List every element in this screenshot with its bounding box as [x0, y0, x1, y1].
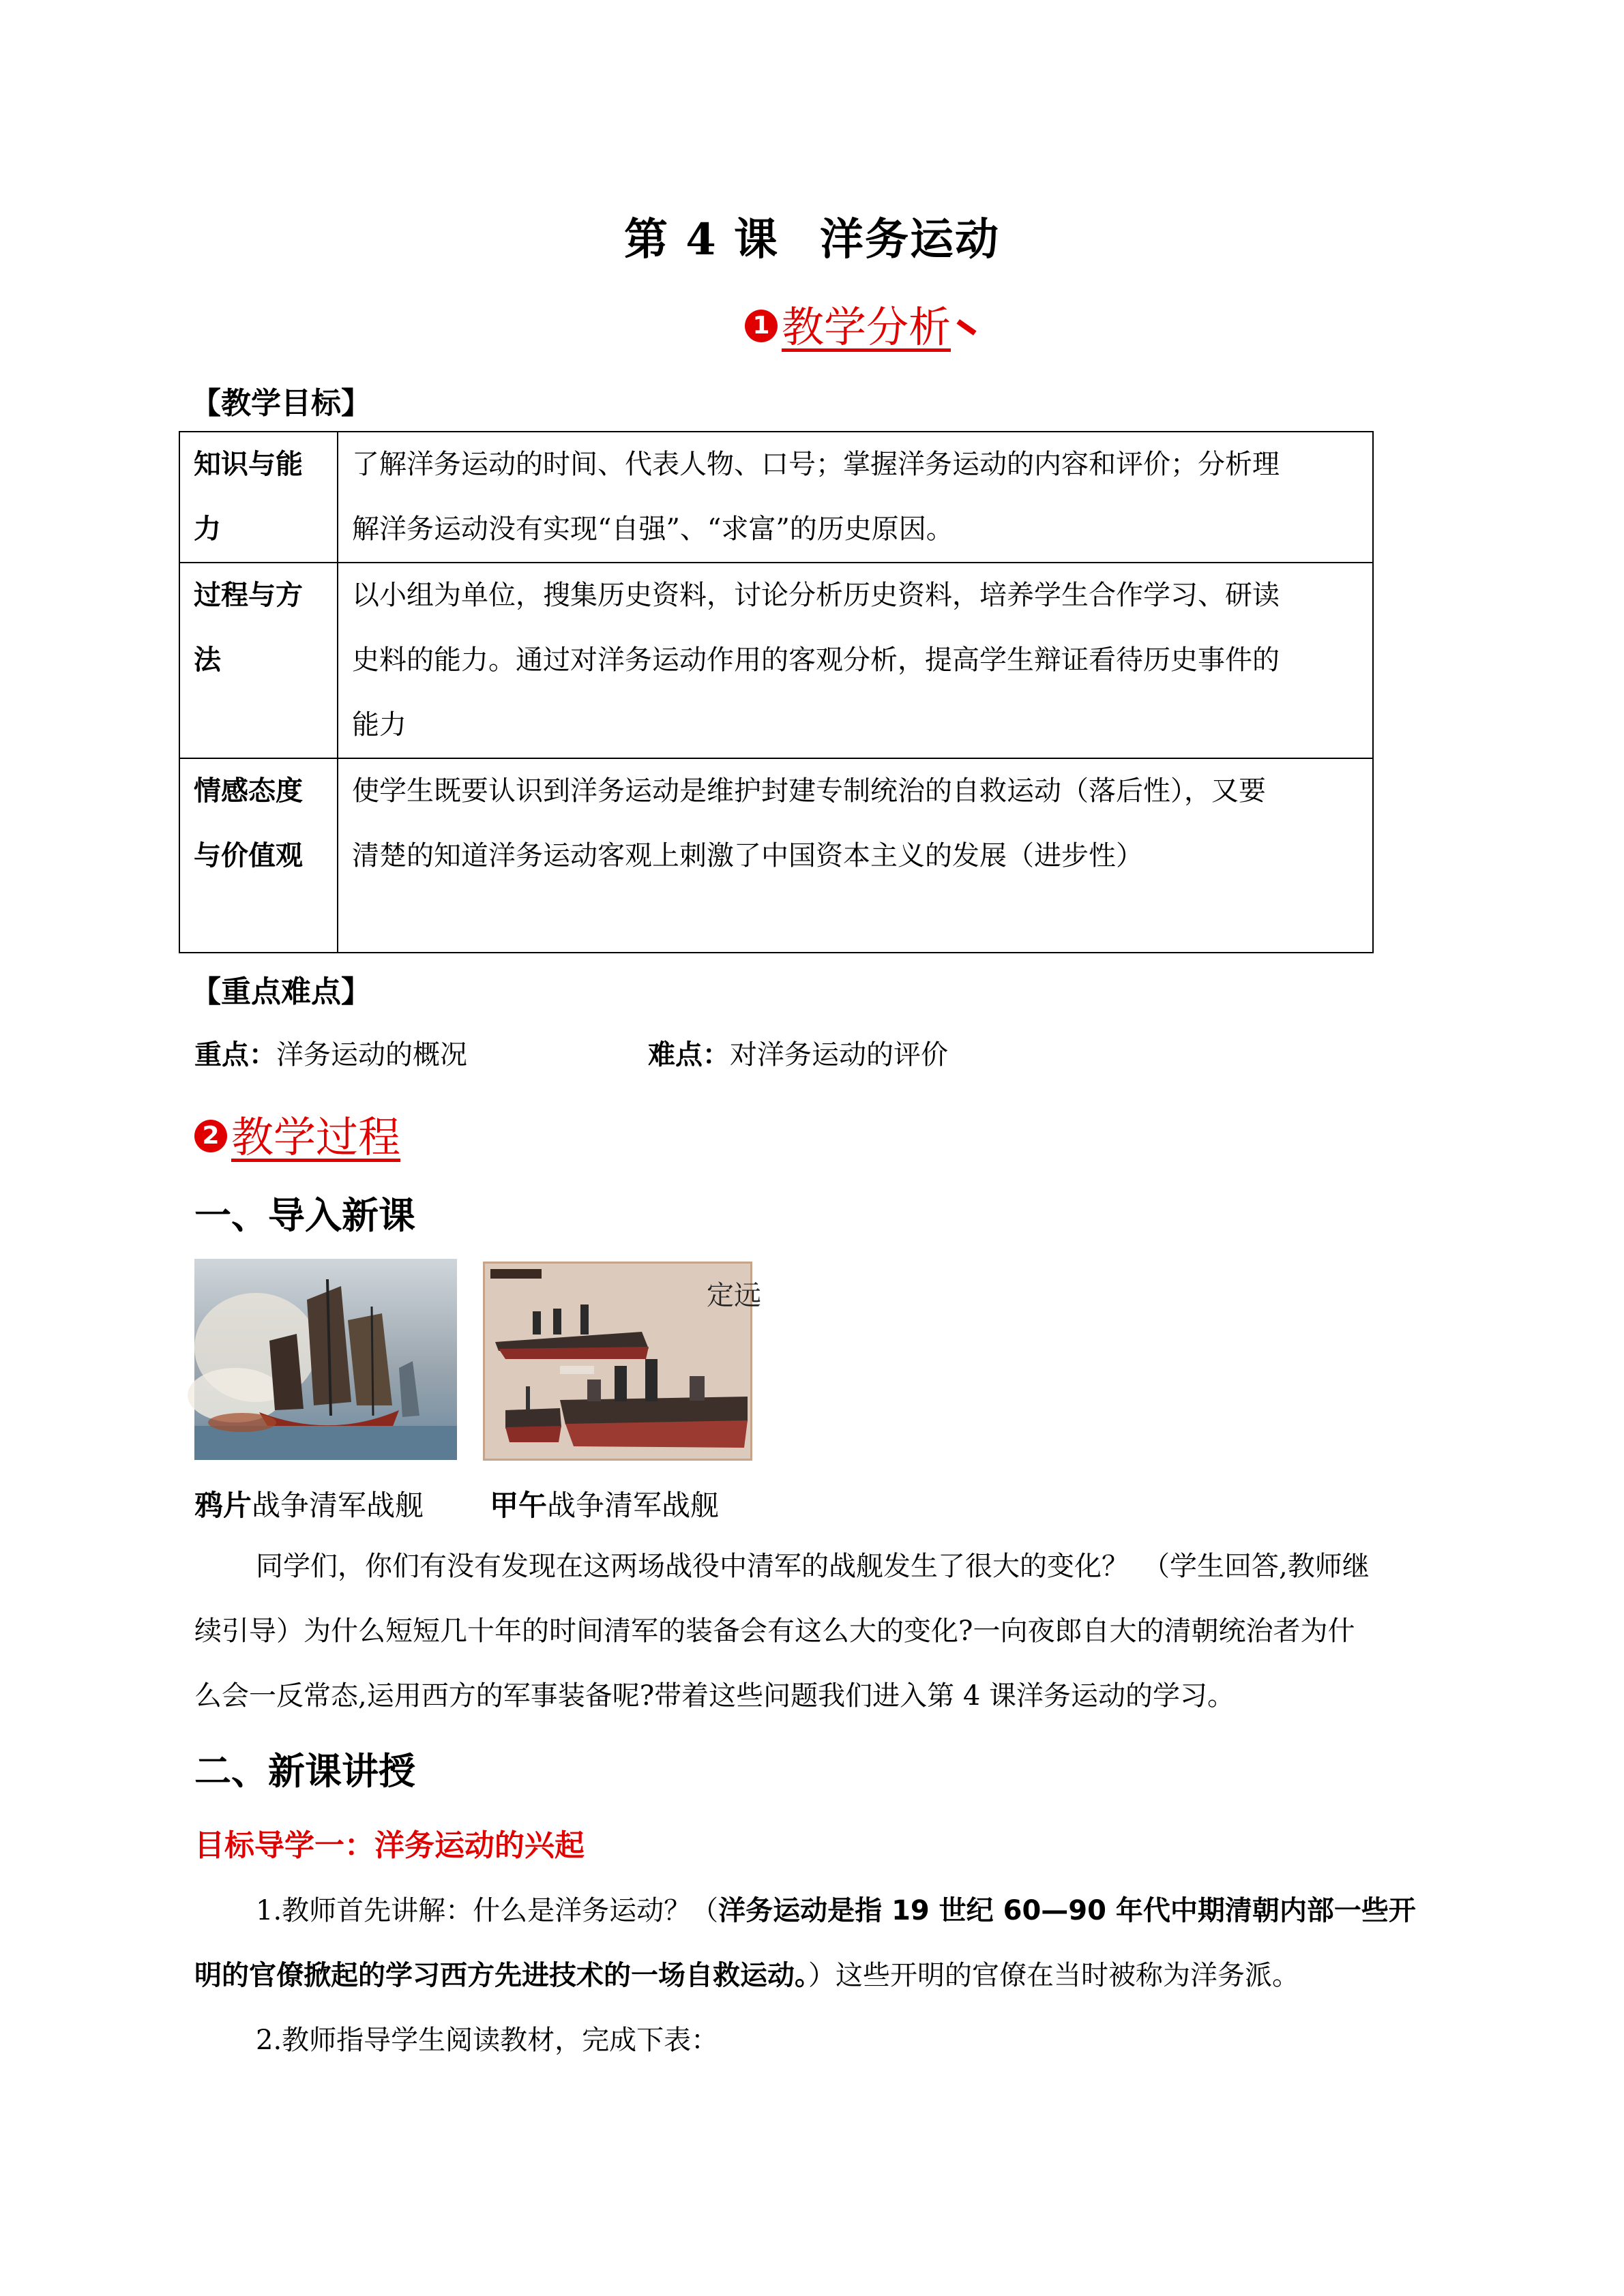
first-sino-japanese-war-ship-image	[483, 1262, 761, 1461]
row-value-process: 以小组为单位，搜集历史资料，讨论分析历史资料，培养学生合作学习、研读 史料的能力。通过对洋务运动作用的客观分析，提高学生辩证看待历史事件的 能力	[338, 563, 1373, 758]
row-value-emotion: 使学生既要认识到洋务运动是维护封建专制统治的自救运动（落后性），又要 清楚的知道洋务运动客观上刺激了中国资本主义的发展（进步性）	[338, 758, 1373, 953]
section-heading-analysis: 1 教学分析	[745, 293, 977, 354]
section-heading-process: 2 教学过程	[194, 1103, 400, 1164]
ship-name-label: 定远	[707, 1280, 761, 1311]
number-two-badge: 2	[194, 1120, 227, 1152]
image2-caption: 甲午战争清军战舰	[490, 1489, 720, 1522]
table-row	[179, 432, 1373, 563]
goal1-heading: 目标导学一：洋务运动的兴起	[194, 1828, 585, 1863]
new-lesson-heading: 二、新课讲授	[194, 1750, 415, 1793]
row-key-emotion: 情感态度 与价值观	[179, 758, 338, 953]
focus-point: 重点：洋务运动的概况	[194, 1039, 467, 1071]
lesson-name: 洋务运动	[820, 214, 1001, 265]
teaching-goals-table	[179, 431, 1374, 953]
row-value-knowledge: 了解洋务运动的时间、代表人物、口号；掌握洋务运动的内容和评价；分析理 解洋务运动没有实现“自强”、“求富”的历史原因。	[338, 432, 1373, 563]
lesson-number: 第 4 课	[623, 214, 780, 265]
opium-war-ship-image	[194, 1259, 457, 1460]
intro-heading: 一、导入新课	[194, 1194, 415, 1237]
key-points-heading: 【重点难点】	[191, 974, 371, 1009]
pen-icon	[956, 319, 976, 336]
intro-paragraph: 同学们，你们有没有发现在这两场战役中清军的战舰发生了很大的变化？ （学生回答,教师继 续引导）为什么短短几十年的时间清军的装备会有这么大的变化?一向夜郎自大的清朝统治者为什 么会一反常态,运用西方的军事装备呢?带着这些问题我们进入第 4 课洋务运动的学习。	[194, 1551, 1370, 1712]
table-row	[179, 758, 1373, 953]
page-title	[0, 205, 1624, 267]
number-one-badge: 1	[745, 310, 778, 342]
row-key-knowledge: 知识与能 力	[179, 432, 338, 563]
difficulty-point: 难点：对洋务运动的评价	[648, 1039, 948, 1071]
item1-paragraph: 1.教师首先讲解：什么是洋务运动？（洋务运动是指 19 世纪 60—90 年代中期清朝内部一些开 明的官僚掀起的学习西方先进技术的一场自救运动。）这些开明的官僚在当时被称为洋务派。	[194, 1895, 1416, 1991]
row-key-process: 过程与方 法	[179, 563, 338, 758]
item2-paragraph: 2.教师指导学生阅读教材，完成下表：	[256, 2025, 719, 2056]
teaching-goals-heading: 【教学目标】	[191, 386, 371, 421]
table-row	[179, 563, 1373, 758]
image1-caption: 鸦片战争清军战舰	[194, 1489, 424, 1522]
